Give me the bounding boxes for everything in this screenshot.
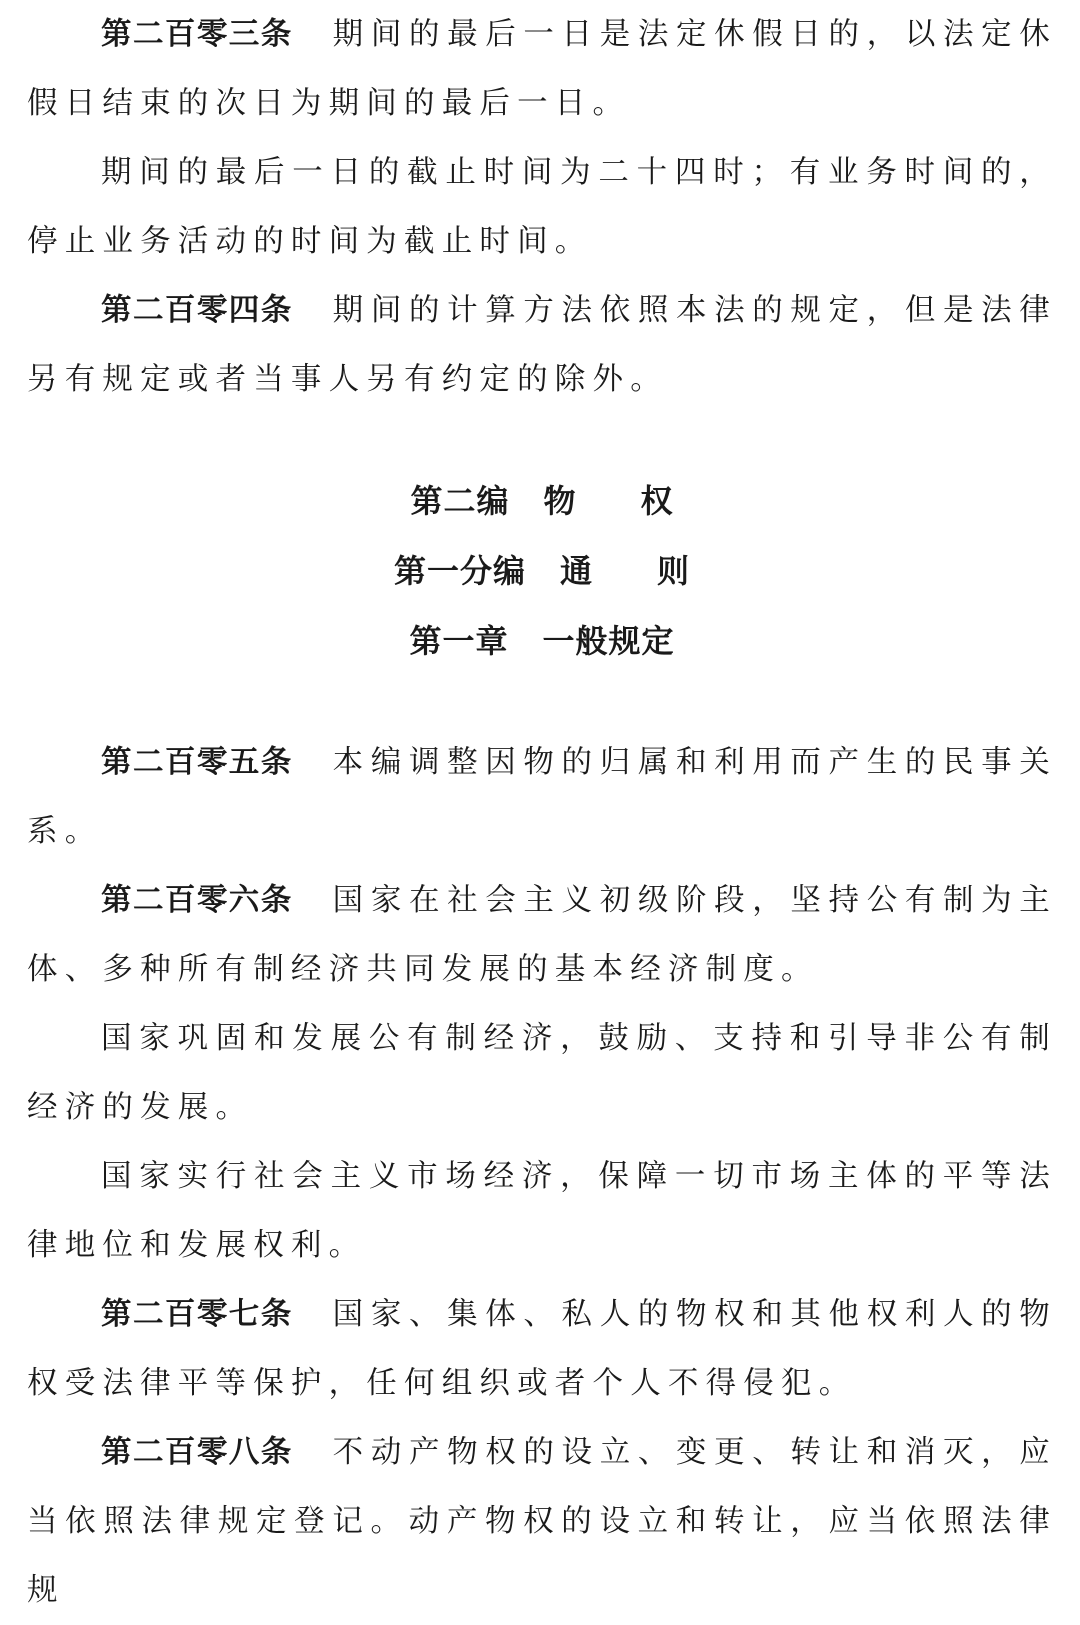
- article-number: 第二百零三条: [101, 17, 293, 52]
- book-title-1: 物: [543, 482, 577, 520]
- book-label: 第二编: [410, 482, 510, 520]
- article-number: 第二百零六条: [101, 883, 293, 918]
- article-text: 国家在社会主义初级阶段，坚持公有制为主体、多种所有制经济共同发展的基本经济制度。: [27, 883, 1057, 987]
- part-title-2: 则: [657, 552, 691, 590]
- article-text: 不动产物权的设立、变更、转让和消灭，应当依照法律规定登记。动产物权的设立和转让，应当依照法律规: [27, 1435, 1057, 1608]
- article-206-para-1: [27, 866, 1057, 1004]
- article-205-para-1: [27, 728, 1057, 866]
- article-203-para-2: 期间的最后一日的截止时间为二十四时；有业务时间的，停止业务活动的时间为截止时间。: [27, 155, 1057, 259]
- article-204-para-1: [27, 276, 1057, 414]
- book-title-2: 权: [640, 482, 674, 520]
- part-heading: [27, 536, 1057, 606]
- book-heading: [27, 466, 1057, 536]
- part-label: 第一分编: [393, 552, 526, 590]
- article-number: 第二百零七条: [101, 1297, 293, 1332]
- article-text: 国家、集体、私人的物权和其他权利人的物权受法律平等保护，任何组织或者个人不得侵犯。: [27, 1297, 1057, 1401]
- document-page: [27, 0, 1057, 1625]
- article-203-para-1: [27, 0, 1057, 138]
- article-text: 期间的最后一日是法定休假日的，以法定休假日结束的次日为期间的最后一日。: [27, 17, 1057, 121]
- article-text: 本编调整因物的归属和利用而产生的民事关系。: [27, 745, 1057, 849]
- article-number: 第二百零五条: [101, 745, 293, 780]
- article-206-para-3: 国家实行社会主义市场经济，保障一切市场主体的平等法律地位和发展权利。: [27, 1159, 1057, 1263]
- article-number: 第二百零四条: [101, 293, 293, 328]
- article-208-para-1: [27, 1418, 1057, 1625]
- chapter-title: 一般规定: [542, 622, 675, 660]
- part-title-1: 通: [559, 552, 593, 590]
- article-206-para-2: 国家巩固和发展公有制经济，鼓励、支持和引导非公有制经济的发展。: [27, 1021, 1057, 1125]
- section-headings: [27, 466, 1057, 676]
- chapter-label: 第一章: [409, 622, 509, 660]
- article-207-para-1: [27, 1280, 1057, 1418]
- article-text: 期间的计算方法依照本法的规定，但是法律另有规定或者当事人另有约定的除外。: [27, 293, 1057, 397]
- chapter-heading: [27, 606, 1057, 676]
- article-number: 第二百零八条: [101, 1435, 293, 1470]
